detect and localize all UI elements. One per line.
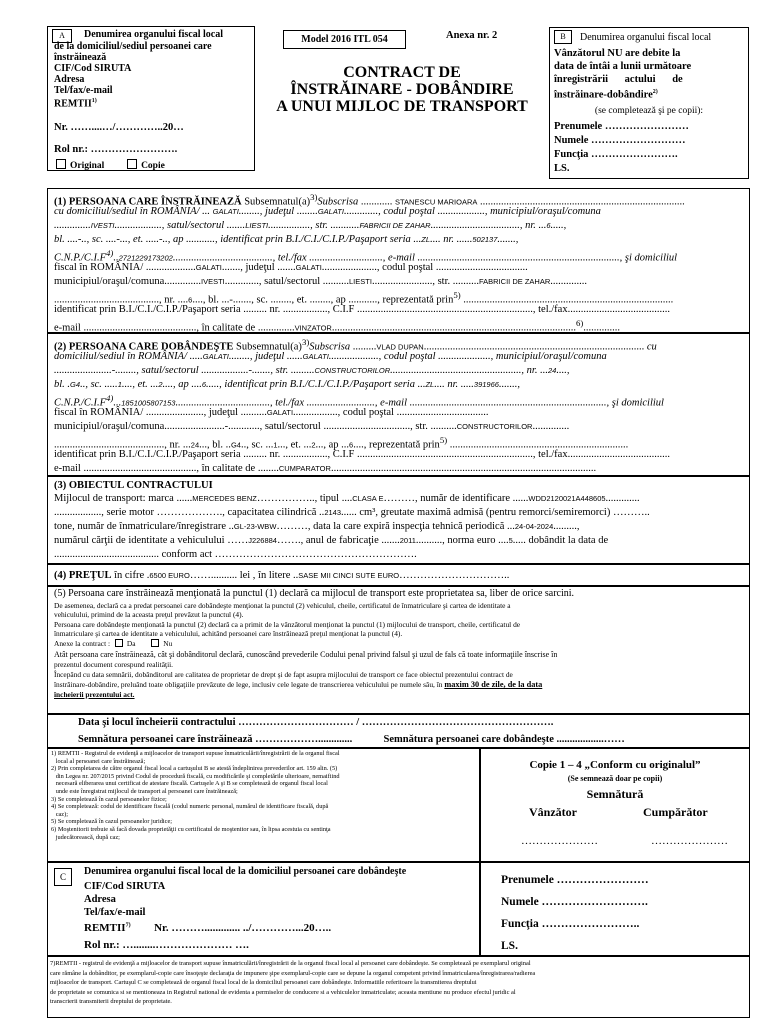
box-b-line-1: Vânzătorul NU are debite la [554, 48, 681, 59]
declaration-penal-code: Atât persoana care înstrăinează, cât şi dobânditorul declară, cunoscând prevederile Codului penal privind falsul şi uzul de fals că toate informaţiile înscrise în [54, 650, 558, 659]
buyer-ap[interactable]: 6 [201, 380, 207, 389]
annex-no-checkbox[interactable] [151, 639, 159, 647]
footnote-line: judecătorească, după caz; [51, 833, 120, 841]
footer-line: care rămâne la dobânditor, pe exemplarul-copie care însoţeşte declaraţia de impunere şipe exemplarul-copie care se depune la organul competent privind înmatricularea/înregistrarea/radierea [50, 969, 536, 977]
buyer-name[interactable]: VLAD DUPAN [376, 342, 424, 352]
seller-fiscal-sector[interactable]: LIESTI [349, 277, 372, 286]
footer-line: de proprietate se comunica si se mentioneaza in Registrul national de evidenta a permiselor de conducere si a vehiculelor inmatriculate; aceasta mentiune nu produce efectul juridic al [50, 988, 516, 996]
buyer-fiscal-ap: 6 [349, 440, 354, 450]
box-c-number[interactable]: Nr. ………............. ../…………...20….. [154, 922, 332, 934]
section-1-heading: (1) PERSOANA CARE ÎNSTRĂINEAZĂ [54, 196, 242, 208]
box-a-role-number[interactable]: Rol nr.: ……………………. [54, 144, 178, 155]
box-c-remtii: REMTII$^{7)}$ [84, 922, 131, 934]
signatures-block [47, 714, 750, 748]
price-words[interactable]: SASE MII CINCI SUTE EURO [298, 571, 400, 580]
vehicle-itp-date[interactable]: 24-04-2024 [514, 522, 554, 531]
box-a-instrainer: înstrăinează [54, 52, 107, 63]
box-a-domicile: de la domiciliul/sediul persoanei care [54, 41, 212, 52]
box-c-nume[interactable]: Numele ………………………. [501, 896, 648, 908]
section-4-price: (4) PREŢUL în cifre .6500 EURO…….......... lei , în litere ..SASE MII CINCI SUTE EURO………………………….. [47, 564, 750, 586]
annex-yes-label: Da [126, 639, 136, 648]
box-a-cif: CIF/Cod SIRUTA [54, 63, 132, 74]
buyer-id-number[interactable]: 391966 [473, 380, 499, 389]
box-c-fiscal-authority [47, 862, 480, 956]
copy-buyer-label: Cumpărător [643, 805, 708, 819]
box-b-nume[interactable]: Numele ……………………… [554, 135, 686, 146]
box-b-line-3: înregistrării actului de [554, 74, 683, 85]
original-checkbox[interactable] [56, 159, 66, 169]
declaration-handover: De asemenea, declară ca a predat persoanei care dobândeşte menţionat la punctul (2) vehiculul, cheile, certificatul de înmatriculare şi cartea de identitate a [54, 601, 511, 610]
buyer-quality[interactable]: CUMPARATOR [278, 464, 331, 473]
annex-yes-checkbox[interactable] [115, 639, 123, 647]
buyer-street[interactable]: CONSTRUCTORILOR [314, 366, 391, 375]
box-b-prenume[interactable]: Prenumele …………………… [554, 121, 689, 132]
section-3-heading: (3) OBIECTUL CONTRACTULUI [54, 480, 213, 491]
box-c-address: Adresa [84, 894, 116, 905]
box-b-title: Denumirea organului fiscal local [580, 32, 712, 43]
box-c-role-number[interactable]: Rol nr.: …........………………… …. [84, 939, 249, 951]
buyer-fiscal-nr: 24 [190, 440, 200, 450]
footnote-line: din Legea nr. 207/2015 privind Codul de procedură fiscală, cu modificările şi completările ulterioare, nemaifiind [51, 772, 340, 780]
declaration-ownership-from-signing: Începând cu data semnării, dobânditorul are calitatea de proprietar de drept şi de fapt asupra mijlocului de transport ce face obiectul prezentului contract de [54, 670, 513, 679]
seller-nr[interactable]: 6 [546, 221, 551, 230]
seller-fiscal-village[interactable]: IVESTI [200, 277, 225, 286]
footnote-line: caz); [51, 810, 68, 818]
declaration-truth: prezentul document corespund realităţii. [54, 660, 174, 669]
seller-signature[interactable]: Semnătura persoanei care înstrăinează ………………............. [78, 734, 353, 745]
anexa-label: Anexa nr. 2 [446, 30, 498, 41]
vehicle-registration[interactable]: GL-23-WBW [233, 522, 277, 531]
price-digits[interactable]: 6500 EURO [149, 571, 190, 580]
footnote-line: 3) Se completează în cazul persoanelor fizice; [51, 795, 167, 803]
seller-quality[interactable]: VINZATOR [294, 323, 332, 333]
buyer-sc[interactable]: 1 [117, 380, 122, 389]
footnote-line: 5) Se completează în cazul persoanelor juridice; [51, 818, 172, 826]
contract-title: CONTRACT DE ÎNSTRĂINARE - DOBÂNDIRE A UNUI MIJLOC DE TRANSPORT [276, 64, 528, 115]
box-c-title: Denumirea organului fiscal local de la domiciliul persoanei care dobândeşte [84, 866, 407, 877]
footnote-line: necesară eliberarea unui certificat de atestare fiscală. Cartuşele A şi B se completează de organul fiscal local [51, 780, 328, 788]
original-label: Original [70, 161, 105, 171]
copy-subtitle: (Se semnează doar pe copii) [567, 774, 663, 783]
box-b-fiscal-check [549, 27, 749, 179]
copy-title: Copie 1 – 4 „Conform cu originalul” [529, 759, 701, 771]
footer-note [47, 956, 750, 1018]
declaration-buyer-received: Persoana care dobândeşte menţionată la punctul (2) declară ca a primit de la vânzătorul menţionat la punctul (1) mijlocului de transport, cheile, certificatul de [54, 620, 521, 629]
section-2-buyer: (2) PERSOANA CARE DOBÂNDEŞTE $Subsemnatul(a)^{3)}Subscrisa$ .........VLAD DUPAN.................................................................................... cu domiciliul/sediul în ROMÂNIA/ .....GALATI........, judeţul ......GALATI..................., codul poştal ...................., municipiul/oraşul/comuna ......................-........, satul/sectorul ..................-......., str. .........CONSTRUCTORILOR.................................................., nr. ...24...., bl. .G4.., sc. .....1...., et. ...2...., ap ....6....., identificat prin B.I./C.I./C.I.P./Paşaport seria ...ZL.... nr. .....391966......., $C.N.P./C.I.F^{4)}...1851005807153$...................................., tel./fax .........................., e-mail ..........................................................................., şi domiciliul fiscal în ROMÂNIA/ ......................, judeţul ..........GALATI................., codul poştal ................................... municipiul/oraşul/comuna.......................-............, satul/sectorul ................................., str. ..........CONSTRUCTORILOR.............. .........................................., nr. ...24..., bl. ..G4.., sc. ...1..., et. ...2..., ap ...6...., reprezentată prin$^{5)}$ .................................................................... identificat prin B.I./C.I./C.I.P./Paşaport seria ......... nr. ................., C.I.F ..................................................................., tel./fax....................................... e-mail ..........................................., în calitate de ........CUMPARATOR..................................................................................................... [47, 333, 750, 476]
declaration-price-received: vehiculului, primind de la aceasta preţul prevăzut la punctul (4). [54, 610, 244, 619]
contract-date-place[interactable]: Data şi locul încheierii contractului …………………………… / ………………………………………………. [78, 717, 554, 728]
footnote-line: 4) Se completează: codul de identificare fiscală (codul numeric personal, numărul de identificare fiscală, după [51, 803, 329, 811]
seller-village[interactable]: IVESTI [90, 221, 115, 230]
footnote-line: 2) Prin completarea de către organul fiscal local a cartuşului B se atestă îndeplinirea prevederilor art. 159 alin. (5) [51, 765, 338, 773]
vehicle-civ-number[interactable]: J226884 [248, 536, 277, 545]
footnotes-list [51, 750, 477, 841]
buyer-et[interactable]: 2 [158, 380, 163, 389]
buyer-fiscal-bl: G4 [230, 440, 241, 450]
footnote-line: local al persoanei care înstrăinează; [51, 757, 146, 765]
box-a-fiscal-authority [47, 26, 255, 171]
box-a-title: Denumirea organului fiscal local [84, 29, 223, 40]
declaration-buyer-paid: înmatriculare şi cartea de identitate a vehiculului, achitând persoanei care înstrăinează preţul menţionat la punctul (4). [54, 629, 403, 638]
buyer-fiscal-sc: 1 [273, 440, 278, 450]
vehicle-year[interactable]: 2011 [399, 536, 416, 545]
footer-note-text [50, 959, 747, 1007]
footer-line: 7)REMTII - registrul de evidenţă a mijloacelor de transport supuse înmatriculării/înregistrării de la organul fiscal local al persoanei care dobândeşte. Se completează pe exemplarul original [50, 960, 531, 967]
seller-fiscal-street[interactable]: FABRICII DE ZAHAR [478, 277, 551, 286]
box-b-line-4: înstrăinare-dobândire$^{2)}$ [554, 89, 658, 101]
box-a-remtii: REMTII$^{1)}$ [54, 98, 97, 110]
box-a-letter: A [52, 29, 72, 43]
section-5-declarations [47, 586, 750, 714]
vehicle-make[interactable]: MERCEDES BENZ [192, 494, 257, 503]
buyer-fiscal-county[interactable]: GALATI [266, 408, 294, 417]
vehicle-euro[interactable]: 5 [508, 536, 513, 545]
box-a-address: Adresa [54, 74, 85, 85]
footnote-line: unde este înregistrat mijlocul de transport al persoanei care înstrăinează; [51, 787, 238, 795]
seller-city[interactable]: GALATI [212, 207, 239, 216]
box-b-letter: B [554, 30, 572, 44]
footnote-line: 6) Moştenitorii trebuie să facă dovada proprietăţii cu certificatul de moştenitor sau, în lipsa acestuia cu sentinţa [51, 825, 331, 833]
section-2-heading: (2) PERSOANA CARE DOBÂNDEŞTE [54, 341, 234, 353]
copy-buyer-signature[interactable]: ………………… [651, 835, 728, 847]
box-c-contact: Tel/fax/e-mail [84, 907, 146, 918]
vehicle-type[interactable]: CLASA E [352, 494, 384, 503]
model-label: Model 2016 ITL 054 [283, 30, 406, 49]
buyer-city[interactable]: GALATI [202, 352, 229, 361]
box-c-ls: LS. [501, 940, 518, 952]
buyer-signature[interactable]: Semnătura persoanei care dobândeşte ..................…… [383, 734, 625, 745]
annexes-label: Anexe la contract : [54, 639, 111, 648]
footer-line: transcrierii transmiterii dreptului de proprietate. [50, 998, 172, 1005]
buyer-nr[interactable]: 24 [547, 366, 557, 375]
buyer-county[interactable]: GALATI [302, 352, 329, 361]
buyer-cnp[interactable]: 1851005807153 [121, 398, 176, 408]
vehicle-displacement[interactable]: 2143 [324, 508, 341, 517]
box-b-line-2: data de întâi a lunii următoare [554, 61, 692, 72]
copie-checkbox[interactable] [127, 159, 137, 169]
box-c-prenume[interactable]: Prenumele …………………… [501, 874, 649, 886]
buyer-fiscal-street[interactable]: CONSTRUCTORILOR [456, 422, 533, 431]
declaration-ownership: (5) Persoana care înstrăinează menţionată la punctul (1) declară ca mijlocul de transport este proprietatea sa, liber de orice sarcini. [54, 588, 575, 599]
box-a-number[interactable]: Nr. ……....…/…………..20… [54, 122, 184, 133]
box-c-cif: CIF/Cod SIRUTA [84, 881, 166, 892]
copy-seller-signature[interactable]: ………………… [521, 835, 598, 847]
seller-county[interactable]: GALATI [317, 207, 344, 216]
declaration-obligations: înstrăinare-dobândire, preluând toate obligaţiile prevăzute de lege, inclusiv cele legate de transcrierea vehiculului pe numele său, în maxim 30 de zile, de la data [54, 680, 543, 689]
copie-label: Copie [141, 161, 165, 171]
copy-signature-heading: Semnătură [586, 787, 644, 801]
seller-fiscal-city[interactable]: GALATI [295, 263, 322, 272]
box-a-contact: Tel/fax/e-mail [54, 85, 113, 96]
vehicle-vin[interactable]: WDD2120021A448605 [528, 494, 606, 503]
declaration-deadline: încheierii prezentului act. [54, 690, 135, 699]
seller-sector[interactable]: LIESTI [245, 221, 269, 230]
seller-fiscal-nr[interactable]: 6 [188, 295, 193, 305]
section-1-seller: (1) PERSOANA CARE ÎNSTRĂINEAZĂ $Subsemnatul(a)^{3)}Subscrisa$ ............ STANESCU MARIOARA .............................................................................. cu domiciliul/sediul în ROMÂNIA/ ... GALATI........, judeţul ........GALATI............., codul poştal .................., municipiul/oraşul/comuna ..............IVESTI.................., satul/sectorul .......LIESTI................, str. ...........FABRICII DE ZAHAR.................................., nr. ...6....., bl. ....-.., sc. ....-..., et. .....-.., ap ..........., identificat prin B.I./C.I./C.I.P./Paşaport seria ...ZL.... nr. ......502137......., $C.N.P./C.I.F^{4)}..2721229173202$......................................, tel./fax ............................, e-mail ............................................................................., şi domiciliul fiscal în ROMÂNIA/ ...................GALATI......., judeţul .......GALATI....................., codul poştal ................................... municipiul/oraşul/comuna..............IVESTI............., satul/sectorul ..........LIESTI......................., str. ..........FABRICII DE ZAHAR.............. ........................................, nr. ....6...., bl. ...-......., sc. ........, et. ........, ap ..........., reprezentată prin$^{5)}$ ................................................................................ identificat prin B.I./C.I./C.I.P./Paşaport seria ......... nr. ................., C.I.F ..................................................................., tel./fax....................................... e-mail ..........................................., în calitate de ..............VINZATOR.............................................................................................$^{6)}$.............. [47, 188, 750, 333]
section-3-vehicle: (3) OBIECTUL CONTRACTULUI Mijlocul de transport: marca ......MERCEDES BENZ…………….., tipul ....CLASA E………, număr de identificare ......WDD2120021A448605............. .................., serie motor ………………., capacitatea cilindrică ..2143...... cm³, greutate maximă admisă (pentru remorci/semiremorci) ……….. tone, număr de înmatriculare/înregistrare ..GL-23-WBW………, data la care expiră inspecţia tehnică periodică ...24-04-2024........., numărul cărţii de identitate a vehiculului ……J226884……., anul de fabricaţie .......2011.........., norma euro ....5..... dobândit la data de ........................................ conform act …………………………………………………. [47, 476, 750, 564]
seller-id-number[interactable]: 502137 [472, 235, 498, 244]
box-c-letter: C [54, 868, 72, 886]
seller-cnp[interactable]: 2721229173202 [118, 253, 173, 263]
buyer-id-series[interactable]: ZL [425, 380, 435, 389]
section-4-heading: (4) PREŢUL [54, 570, 112, 581]
seller-name[interactable]: STANESCU MARIOARA [395, 197, 478, 207]
seller-id-series[interactable]: ZL [421, 235, 431, 244]
seller-fiscal-county[interactable]: GALATI [195, 263, 222, 272]
box-b-functia[interactable]: Funcţia ……………………. [554, 149, 678, 160]
footer-line: mijloacelor de transport. Cartuşul C se completează de organul fiscal local de la domiciliul persoanei care dobândeşte. Informatiile referitoare la transmiterea dreptului [50, 979, 477, 986]
copy-signature-block [480, 748, 750, 862]
box-c-signatory [480, 862, 750, 956]
footnotes-block [47, 748, 480, 862]
buyer-fiscal-et: 2 [311, 440, 316, 450]
box-b-ls: LS. [554, 163, 570, 174]
buyer-bl[interactable]: G4 [70, 380, 81, 389]
box-b-note: (se completează şi pe copii): [594, 106, 704, 116]
footnote-line: 1) REMTII - Registrul de evidenţă a mijloacelor de transport supuse înmatriculării/înregistrării de la organul fiscal [51, 750, 340, 757]
annex-no-label: Nu [163, 639, 173, 648]
copy-seller-label: Vânzător [529, 805, 577, 819]
seller-street[interactable]: FABRICII DE ZAHAR [359, 221, 431, 230]
box-c-functia[interactable]: Funcţia …………………….. [501, 918, 640, 930]
